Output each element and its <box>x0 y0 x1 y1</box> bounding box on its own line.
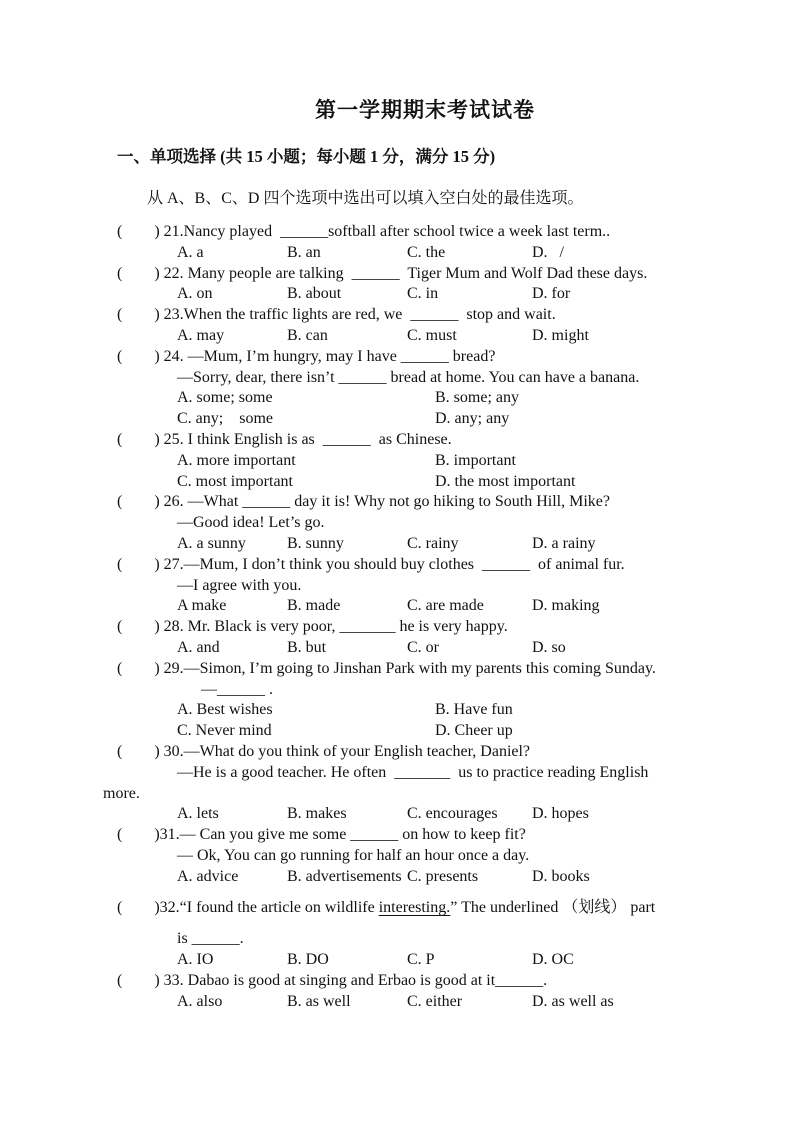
question-26-cont <box>177 513 749 534</box>
option-label: B. but <box>287 638 327 656</box>
question-21-options <box>177 243 749 264</box>
option-label: B. can <box>287 326 328 344</box>
option-label: D. so <box>532 638 566 656</box>
question-33-options <box>177 992 749 1013</box>
option-label: A. advice <box>177 867 239 885</box>
question-24-cont <box>177 368 749 389</box>
option-label: D. any; any <box>435 410 510 428</box>
option-label: B. important <box>435 451 516 469</box>
question-29-options-ab <box>177 700 749 721</box>
option-label: A. more important <box>177 451 296 469</box>
option-label: A. and <box>177 638 220 656</box>
section-heading: 一、单项选择 (共 15 小题；每小题 1 分，满分 15 分) <box>117 147 496 166</box>
document-body <box>101 222 749 1012</box>
text-segment: ( ) 26. —What ______ day it is! Why not go hiking to South Hill, Mike? <box>117 493 610 511</box>
option-label: A. some; some <box>177 389 273 407</box>
question-23-options <box>177 326 749 347</box>
option-label: D. making <box>532 597 600 615</box>
option-label: A. a <box>177 243 204 261</box>
option-label: C. most important <box>177 472 293 490</box>
question-25-options-ab <box>177 451 749 472</box>
option-label: D. books <box>532 867 590 885</box>
option-label: A make <box>177 597 227 615</box>
question-24-options-ab <box>177 388 749 409</box>
option-label: C. the <box>407 243 446 261</box>
option-label: B. makes <box>287 805 347 823</box>
option-label: D. hopes <box>532 805 589 823</box>
option-label: C. presents <box>407 867 479 885</box>
question-31-cont <box>177 846 749 867</box>
text-segment: —Sorry, dear, there isn’t ______ bread at home. You can have a banana. <box>177 368 640 386</box>
question-26 <box>117 492 749 513</box>
page-title: 第一学期期末考试试卷 <box>315 98 535 122</box>
text-segment: ( ) 25. I think English is as ______ as Chinese. <box>117 430 452 448</box>
option-label: B. DO <box>287 951 329 969</box>
option-label: A. on <box>177 285 213 303</box>
text-segment: ” The underlined （划线） part <box>450 899 656 916</box>
question-30 <box>117 742 749 763</box>
text-segment: ( ) 28. Mr. Black is very poor, _______ he is very happy. <box>117 618 508 636</box>
question-31 <box>117 825 749 846</box>
text-segment: ( )31.— Can you give me some ______ on how to keep fit? <box>117 826 526 844</box>
option-label: C. encourages <box>407 805 498 823</box>
option-label: C. either <box>407 992 463 1010</box>
option-label: A. IO <box>177 951 214 969</box>
question-29-cont <box>201 680 749 701</box>
option-label: D. a rainy <box>532 534 596 552</box>
option-label: B. about <box>287 285 342 303</box>
option-label: B. some; any <box>435 389 519 407</box>
option-label: C. rainy <box>407 534 459 552</box>
question-21 <box>117 222 749 243</box>
option-label: B. as well <box>287 992 351 1010</box>
option-label: B. sunny <box>287 534 344 552</box>
question-22 <box>117 264 749 285</box>
option-label: B. made <box>287 597 341 615</box>
question-26-options <box>177 534 749 555</box>
option-label: C. any; some <box>177 410 273 428</box>
question-32-options <box>177 950 749 971</box>
text-segment: ( ) 33. Dabao is good at singing and Erbao is good at it______. <box>117 971 548 989</box>
question-22-options <box>177 284 749 305</box>
question-32-cont <box>177 929 749 950</box>
question-24 <box>117 347 749 368</box>
question-27 <box>117 555 749 576</box>
option-label: C. are made <box>407 597 484 615</box>
question-30-wrap <box>103 784 749 805</box>
underlined-word: interesting. <box>378 899 451 916</box>
question-27-cont <box>177 576 749 597</box>
text-segment: — Ok, You can go running for half an hour once a day. <box>177 846 530 864</box>
option-label: C. must <box>407 326 457 344</box>
text-segment: ( ) 27.—Mum, I don’t think you should buy clothes ______ of animal fur. <box>117 555 625 573</box>
question-31-options <box>177 867 749 888</box>
option-label: B. Have fun <box>435 701 513 719</box>
text-segment: more. <box>103 784 140 802</box>
option-label: D. might <box>532 326 589 344</box>
option-label: B. advertisements <box>287 867 402 885</box>
text-segment: ( )32.“I found the article on wildlife <box>117 899 379 916</box>
question-32 <box>117 898 749 919</box>
section-instruction: 从 A、B、C、D 四个选项中选出可以填入空白处的最佳选项。 <box>147 190 584 207</box>
option-label: A. also <box>177 992 223 1010</box>
text-segment: —He is a good teacher. He often _______ us to practice reading English <box>177 763 649 781</box>
question-25-options-cd <box>177 472 749 493</box>
text-segment: —I agree with you. <box>177 576 302 594</box>
question-29-options-cd <box>177 721 749 742</box>
option-label: C. P <box>407 951 435 969</box>
option-label: A. may <box>177 326 225 344</box>
option-label: A. Best wishes <box>177 701 273 719</box>
option-label: C. or <box>407 638 439 656</box>
question-27-options <box>177 596 749 617</box>
option-label: A. lets <box>177 805 219 823</box>
text-segment: ( ) 23.When the traffic lights are red, we ______ stop and wait. <box>117 306 556 324</box>
option-label: D. as well as <box>532 992 614 1010</box>
text-segment: ( ) 29.—Simon, I’m going to Jinshan Park with my parents this coming Sunday. <box>117 659 656 677</box>
option-label: D. for <box>532 285 571 303</box>
text-segment: —______ . <box>201 680 273 698</box>
option-label: D. / <box>532 243 564 261</box>
question-33 <box>117 971 749 992</box>
question-30-options <box>177 804 749 825</box>
option-label: D. OC <box>532 951 574 969</box>
question-23 <box>117 305 749 326</box>
option-label: C. Never mind <box>177 722 272 740</box>
option-label: D. Cheer up <box>435 722 513 740</box>
question-24-options-cd <box>177 409 749 430</box>
option-label: B. an <box>287 243 321 261</box>
text-segment: ( ) 22. Many people are talking ______ Tiger Mum and Wolf Dad these days. <box>117 264 648 282</box>
option-label: D. the most important <box>435 472 576 490</box>
option-label: A. a sunny <box>177 534 246 552</box>
question-28 <box>117 617 749 638</box>
question-30-cont <box>177 763 749 784</box>
text-segment: —Good idea! Let’s go. <box>177 514 325 532</box>
option-label: C. in <box>407 285 439 303</box>
question-29 <box>117 659 749 680</box>
text-segment: is ______. <box>177 930 244 948</box>
text-segment: ( ) 21.Nancy played ______softball after school twice a week last term.. <box>117 223 611 240</box>
question-25 <box>117 430 749 451</box>
text-segment: ( ) 30.—What do you think of your English teacher, Daniel? <box>117 742 531 760</box>
question-28-options <box>177 638 749 659</box>
text-segment: ( ) 24. —Mum, I’m hungry, may I have ______ bread? <box>117 347 496 365</box>
